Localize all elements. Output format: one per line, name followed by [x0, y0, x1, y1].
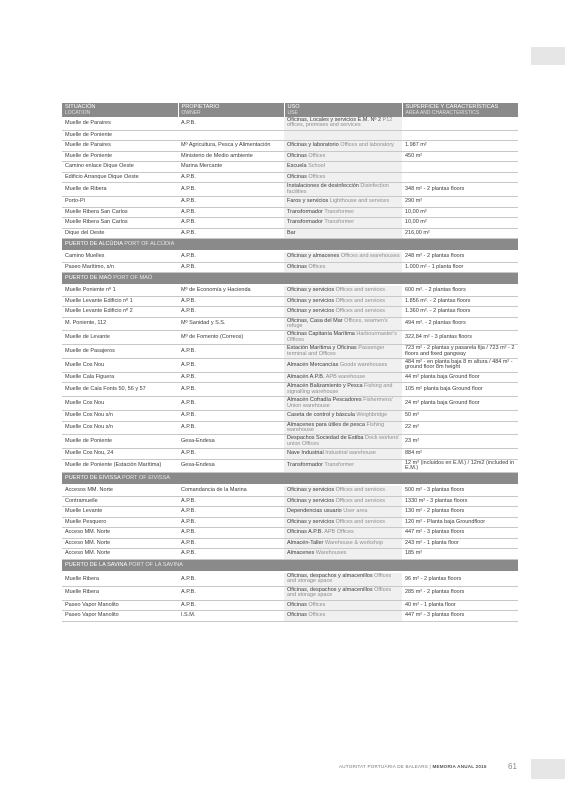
table-row	[62, 411, 518, 422]
area-cell: 50 m²	[402, 411, 518, 422]
use-cell	[284, 130, 402, 141]
table-row	[62, 435, 518, 449]
location-cell: Porto-Pí	[62, 197, 178, 208]
owner-cell: A.P.B.	[178, 197, 284, 208]
location-cell: Muelle Cos Nou, 24	[62, 449, 178, 460]
area-cell: 1.856 m². - 2 plantas floors	[402, 296, 518, 307]
location-cell: Muelle Levante Edificio nº 2	[62, 307, 178, 318]
owner-cell: A.P.B.	[178, 586, 284, 600]
table-row	[62, 485, 518, 496]
table-row	[62, 296, 518, 307]
table-row	[62, 172, 518, 183]
area-cell: 723 m² - 2 plantas y pasarela fija / 723 m² - 2 floors and fixed gangway	[402, 345, 518, 359]
owner-cell: A.P.B.	[178, 549, 284, 560]
location-cell: Edificio Arranque Dique Oeste	[62, 172, 178, 183]
use-cell: Oficinas y servicios Offices and services	[284, 517, 402, 528]
owner-cell: A.P.B.	[178, 372, 284, 383]
location-cell: M. Poniente, 112	[62, 317, 178, 331]
location-cell: Muelle Cos Nou s/n	[62, 421, 178, 435]
use-cell: Oficinas, Locales y servicios E.M. Nº 2 P12 offices, premises and services	[284, 117, 402, 130]
location-cell: Muelle de Poniente	[62, 151, 178, 162]
area-cell: 23 m²	[402, 435, 518, 449]
use-cell: Dependencias usuario User area	[284, 507, 402, 518]
owner-cell: Comandancia de la Marina	[178, 485, 284, 496]
use-cell: Nave Industrial Industrial warehouse	[284, 449, 402, 460]
owner-cell: A.P.B.	[178, 307, 284, 318]
use-cell: Oficinas Offices	[284, 151, 402, 162]
table-row	[62, 528, 518, 539]
use-cell: Oficinas Offices	[284, 172, 402, 183]
owner-cell: Gesa-Endesa	[178, 435, 284, 449]
use-cell: Oficinas Offices	[284, 600, 402, 611]
table-row	[62, 162, 518, 173]
location-cell: Muelle Pesquero	[62, 517, 178, 528]
location-cell: Muelle Cos Nou	[62, 359, 178, 373]
use-cell: Oficinas, Casa del Mar Offices, seamen's refuge	[284, 317, 402, 331]
owner-cell: A.P.B.	[178, 517, 284, 528]
table-row	[62, 372, 518, 383]
use-cell: Transformador Transformer	[284, 459, 402, 473]
location-cell: Muelle Ribera San Carlos	[62, 218, 178, 229]
owner-cell: A.P.B.	[178, 218, 284, 229]
use-cell: Instalaciones de desinfección Disinfection facilities	[284, 183, 402, 197]
section-title: PUERTO DE ALCÚDIA PORT OF ALCÚDIA	[62, 239, 518, 252]
header-use: USO USE	[284, 103, 402, 117]
area-cell: 185 m²	[402, 549, 518, 560]
table-row	[62, 549, 518, 560]
owner-cell: Mº de Economía y Hacienda	[178, 285, 284, 296]
location-cell: Muelle de Pasajeros	[62, 345, 178, 359]
area-cell: 10,00 m²	[402, 218, 518, 229]
footer-text: AUTORITAT PORTUÀRIA DE BALEARS | MEMORIA ANUAL 2015	[339, 764, 487, 769]
page-number-tab	[531, 759, 565, 779]
table-row	[62, 421, 518, 435]
table-row	[62, 251, 518, 262]
owner-cell: A.P.B.	[178, 117, 284, 130]
location-cell: Muelle de Paraires	[62, 117, 178, 130]
owner-cell: A.P.B.	[178, 228, 284, 239]
area-cell: 44 m² planta baja Ground floor	[402, 372, 518, 383]
use-cell: Oficinas Capitanía Marítima Harbourmaster's Offices	[284, 331, 402, 345]
use-cell: Transformador Transformer	[284, 218, 402, 229]
side-tab-marker	[531, 47, 565, 65]
location-cell: Acceso MM. Norte	[62, 549, 178, 560]
owner-cell: A.P.B.	[178, 572, 284, 586]
owner-cell: A.P.B.	[178, 262, 284, 273]
owner-cell: A.P.B.	[178, 359, 284, 373]
area-cell: 884 m²	[402, 449, 518, 460]
table-row	[62, 538, 518, 549]
location-cell: Muelle Cala Figuera	[62, 372, 178, 383]
area-cell: 24 m² planta baja Ground floor	[402, 397, 518, 411]
table-row	[62, 317, 518, 331]
area-cell	[402, 117, 518, 130]
location-cell: Muelle Levante	[62, 507, 178, 518]
use-cell: Oficinas y servicios Offices and services	[284, 496, 402, 507]
table-row	[62, 218, 518, 229]
location-cell: Camino Muelles	[62, 251, 178, 262]
table-row	[62, 331, 518, 345]
owner-cell: Mº de Fomento (Correos)	[178, 331, 284, 345]
area-cell	[402, 130, 518, 141]
owner-cell: A.P.B.	[178, 345, 284, 359]
owner-cell: Mº Sanidad y S.S.	[178, 317, 284, 331]
location-cell: Paseo Vapor Manolito	[62, 611, 178, 622]
use-cell: Oficinas y servicios Offices and services	[284, 307, 402, 318]
table-row	[62, 151, 518, 162]
use-cell: Almacenes Warehouses	[284, 549, 402, 560]
table-row	[62, 197, 518, 208]
table-row	[62, 517, 518, 528]
owner-cell: A.P.B.	[178, 172, 284, 183]
table-row	[62, 130, 518, 141]
location-cell: Muelle de Poniente (Estación Marítima)	[62, 459, 178, 473]
location-cell: Paseo Vapor Manolito	[62, 600, 178, 611]
owner-cell	[178, 130, 284, 141]
location-cell: Acceso MM. Norte	[62, 538, 178, 549]
table-row	[62, 600, 518, 611]
table-row	[62, 397, 518, 411]
table-row	[62, 459, 518, 473]
area-cell: 1.000 m² - 1 planta floor	[402, 262, 518, 273]
use-cell: Almacén Balizamiento y Pesca Fishing and signalling warehouse	[284, 383, 402, 397]
location-cell: Muelle Poniente nº 1	[62, 285, 178, 296]
area-cell: 484 m² - en planta baja 8 m altura / 484 m² - ground floor 8m height	[402, 359, 518, 373]
location-cell: Muelle Ribera	[62, 586, 178, 600]
area-cell: 322,84 m² - 3 plantas floors	[402, 331, 518, 345]
section-header	[62, 473, 518, 486]
page-number: 61	[508, 762, 517, 771]
area-cell: 1.987 m²	[402, 141, 518, 152]
header-owner: PROPIETARIO OWNER	[178, 103, 284, 117]
owner-cell: A.P.B.	[178, 383, 284, 397]
area-cell: 248 m² - 2 plantas floors	[402, 251, 518, 262]
owner-cell: A.P.B.	[178, 538, 284, 549]
use-cell: Almacén-Taller Warehouse & workshop	[284, 538, 402, 549]
owner-cell: A.P.B.	[178, 296, 284, 307]
owner-cell: A.P.B.	[178, 397, 284, 411]
use-cell: Estación Marítima y Oficinas Passenger terminal and Offices	[284, 345, 402, 359]
use-cell: Oficinas Offices	[284, 611, 402, 622]
table-row	[62, 117, 518, 130]
use-cell: Oficinas y servicios Offices and services	[284, 296, 402, 307]
use-cell: Transformador Transformer	[284, 207, 402, 218]
table-row	[62, 345, 518, 359]
use-cell: Escuela School	[284, 162, 402, 173]
table-row	[62, 359, 518, 373]
location-cell: Muelle Levante Edificio nº 1	[62, 296, 178, 307]
section-title: PUERTO DE LA SAVINA PORT OF LA SAVINA	[62, 559, 518, 572]
use-cell: Almacén Cofradía Pescadores Fishermens' Union warehouse	[284, 397, 402, 411]
section-header	[62, 559, 518, 572]
table-row	[62, 307, 518, 318]
location-cell: Accesos MM. Norte	[62, 485, 178, 496]
table-row	[62, 183, 518, 197]
use-cell: Oficinas y servicios Offices and services	[284, 485, 402, 496]
owner-cell: A.P.B.	[178, 207, 284, 218]
section-title: PUERTO DE MAÓ PORT OF MAÓ	[62, 273, 518, 286]
location-cell: Muelle de Paraires	[62, 141, 178, 152]
use-cell: Faros y servicios Lighthouse and services	[284, 197, 402, 208]
use-cell: Caseta de control y báscula Weighbridge	[284, 411, 402, 422]
area-cell: 290 m²	[402, 197, 518, 208]
use-cell: Oficinas, despachos y almacenillos Offices and storage space	[284, 586, 402, 600]
owner-cell: I.S.M.	[178, 611, 284, 622]
table-row	[62, 383, 518, 397]
area-cell	[402, 162, 518, 173]
area-cell	[402, 172, 518, 183]
table-header	[62, 103, 518, 117]
location-cell: Muelle Cos Nou	[62, 397, 178, 411]
table-body	[62, 117, 518, 621]
header-area: SUPERFICIE Y CARACTERÍSTICAS AREA AND CHARACTERISTICS	[402, 103, 518, 117]
use-cell: Oficinas A.P.B. APB Offices	[284, 528, 402, 539]
location-cell: Muelle de Poniente	[62, 130, 178, 141]
location-cell: Muelle Ribera San Carlos	[62, 207, 178, 218]
location-cell: Muelle Cos Nou s/n	[62, 411, 178, 422]
table-row	[62, 611, 518, 622]
owner-cell: A.P.B.	[178, 421, 284, 435]
owner-cell: A.P.B.	[178, 251, 284, 262]
location-cell: Muelle Ribera	[62, 572, 178, 586]
location-cell: Acceso MM. Norte	[62, 528, 178, 539]
table-row	[62, 572, 518, 586]
area-cell: 1.360 m². - 2 plantas floors	[402, 307, 518, 318]
owner-cell: Mº Agricultura, Pesca y Alimentación	[178, 141, 284, 152]
area-cell: 130 m² - 2 plantas floors	[402, 507, 518, 518]
area-cell: 600 m². - 2 plantas floors	[402, 285, 518, 296]
table-row	[62, 141, 518, 152]
table-row	[62, 285, 518, 296]
owner-cell: A.P.B.	[178, 411, 284, 422]
table-row	[62, 496, 518, 507]
area-cell: 10,00 m²	[402, 207, 518, 218]
area-cell: 285 m² - 2 plantas floors	[402, 586, 518, 600]
table-row	[62, 449, 518, 460]
owner-cell: Marina Mercante	[178, 162, 284, 173]
use-cell: Despachos Sociedad de Estiba Dock workers' union Offices	[284, 435, 402, 449]
location-cell: Muelle de Ribera	[62, 183, 178, 197]
section-header	[62, 273, 518, 286]
owner-cell: A.P.B.	[178, 183, 284, 197]
owner-cell: A.P.B.	[178, 507, 284, 518]
location-cell: Muelle de Levante	[62, 331, 178, 345]
area-cell: 348 m² - 2 plantas floors	[402, 183, 518, 197]
owner-cell: A.P.B.	[178, 528, 284, 539]
table-row	[62, 507, 518, 518]
table-row	[62, 262, 518, 273]
area-cell: 243 m² - 1 planta floor	[402, 538, 518, 549]
area-cell: 96 m² - 2 plantas floors	[402, 572, 518, 586]
owner-cell: A.P.B.	[178, 496, 284, 507]
location-cell: Contramuelle	[62, 496, 178, 507]
location-cell: Dique del Oeste	[62, 228, 178, 239]
owner-cell: Ministerio de Medio ambiente	[178, 151, 284, 162]
use-cell: Oficinas Offices	[284, 262, 402, 273]
use-cell: Oficinas y almacenes Offices and warehouses	[284, 251, 402, 262]
location-cell: Paseo Marítimo, s/n	[62, 262, 178, 273]
owner-cell: A.P.B.	[178, 449, 284, 460]
location-cell: Camino enlace Dique Oeste	[62, 162, 178, 173]
area-cell: 216,00 m²	[402, 228, 518, 239]
area-cell: 1330 m² - 3 plantas floors	[402, 496, 518, 507]
property-table	[62, 103, 519, 622]
use-cell: Bar	[284, 228, 402, 239]
section-title: PUERTO DE EIVISSA PORT OF EIVISSA	[62, 473, 518, 486]
area-cell: 447 m² - 3 plantas floors	[402, 528, 518, 539]
area-cell: 450 m²	[402, 151, 518, 162]
location-cell: Muelle de Cala Fonts 50, 56 y 57	[62, 383, 178, 397]
area-cell: 447 m² - 3 plantas floors	[402, 611, 518, 622]
owner-cell: A.P.B.	[178, 600, 284, 611]
area-cell: 12 m² (incluidos en E.M.) / 12m2 (included in E.M.)	[402, 459, 518, 473]
use-cell: Almacén A.P.B. APB warehouse	[284, 372, 402, 383]
use-cell: Oficinas, despachos y almacenillos Offices and storage space	[284, 572, 402, 586]
use-cell: Oficinas y laboratorio Offices and laboratory	[284, 141, 402, 152]
use-cell: Almacenes para útiles de pesca Fishing warehouse	[284, 421, 402, 435]
section-header	[62, 239, 518, 252]
table-row	[62, 586, 518, 600]
area-cell: 494 m². - 2 plantas floors	[402, 317, 518, 331]
use-cell: Oficinas y servicios Offices and services	[284, 285, 402, 296]
area-cell: 40 m² - 1 planta floor	[402, 600, 518, 611]
area-cell: 500 m² - 3 plantas floors	[402, 485, 518, 496]
owner-cell: Gesa-Endesa	[178, 459, 284, 473]
area-cell: 22 m²	[402, 421, 518, 435]
area-cell: 105 m² planta baja Ground floor	[402, 383, 518, 397]
header-location: SITUACIÓN LOCATION	[62, 103, 178, 117]
use-cell: Almacén Mercancías Goods warehouses	[284, 359, 402, 373]
table-row	[62, 228, 518, 239]
location-cell: Muelle de Poniente	[62, 435, 178, 449]
area-cell: 120 m² - Planta baja Groundfloor	[402, 517, 518, 528]
table-row	[62, 207, 518, 218]
